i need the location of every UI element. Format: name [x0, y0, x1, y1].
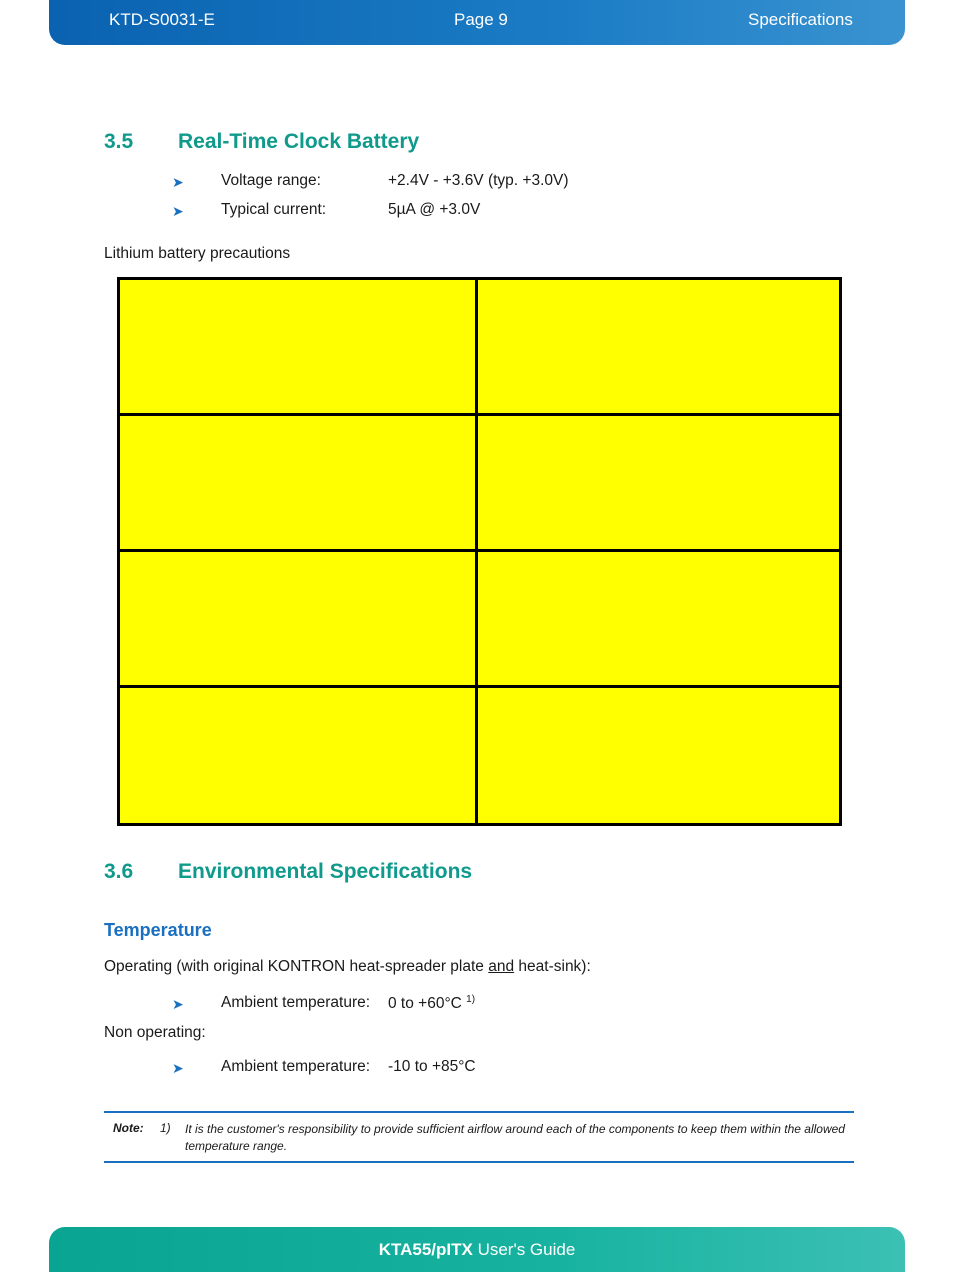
- page-header-bar: [49, 0, 905, 45]
- arrow-bullet-icon: ➤: [172, 174, 184, 190]
- guide-label: User's Guide: [472, 1240, 576, 1259]
- header-section: Specifications: [748, 10, 853, 29]
- note-text: It is the customer's responsibility to provide sufficient airflow around each of the components to keep them within the allowed temperature range.: [185, 1122, 845, 1153]
- section-title: Real-Time Clock Battery: [178, 130, 420, 153]
- product-name: KTA55/pITX: [378, 1240, 473, 1259]
- bullet-value: +2.4V - +3.6V (typ. +3.0V): [388, 172, 569, 189]
- bullet-label: Voltage range:: [221, 172, 321, 189]
- table-divider: [119, 549, 840, 552]
- operating-text: Operating (with original KONTRON heat-spreader plate and heat-sink):: [104, 958, 591, 975]
- note-number: 1): [160, 1121, 171, 1135]
- bullet-label: Typical current:: [221, 201, 327, 218]
- arrow-bullet-icon: ➤: [172, 203, 184, 219]
- page-number: Page 9: [454, 10, 508, 29]
- arrow-bullet-icon: ➤: [172, 996, 184, 1012]
- arrow-bullet-icon: ➤: [172, 1060, 184, 1076]
- document-id: KTD-S0031-E: [109, 10, 215, 29]
- bullet-label: Ambient temperature:: [221, 994, 371, 1011]
- section-title: Environmental Specifications: [178, 860, 473, 883]
- section-number: 3.5: [104, 130, 134, 153]
- bullet-value: 0 to +60°C $^{1)}$: [388, 994, 476, 1013]
- non-operating-text: Non operating:: [104, 1024, 206, 1041]
- bullet-value: -10 to +85°C: [388, 1058, 476, 1075]
- bullet-value: 5µA @ +3.0V: [388, 201, 481, 218]
- table-divider: [119, 413, 840, 416]
- precautions-label: Lithium battery precautions: [104, 245, 291, 262]
- page-footer-bar: [49, 1227, 905, 1272]
- temperature-heading: Temperature: [104, 920, 212, 940]
- bullet-label: Ambient temperature:: [221, 1058, 371, 1075]
- section-number: 3.6: [104, 860, 134, 883]
- note-box: [104, 1111, 854, 1163]
- note-label: Note:: [113, 1121, 144, 1135]
- table-divider: [119, 685, 840, 688]
- footnote-ref: 1): [466, 994, 476, 1005]
